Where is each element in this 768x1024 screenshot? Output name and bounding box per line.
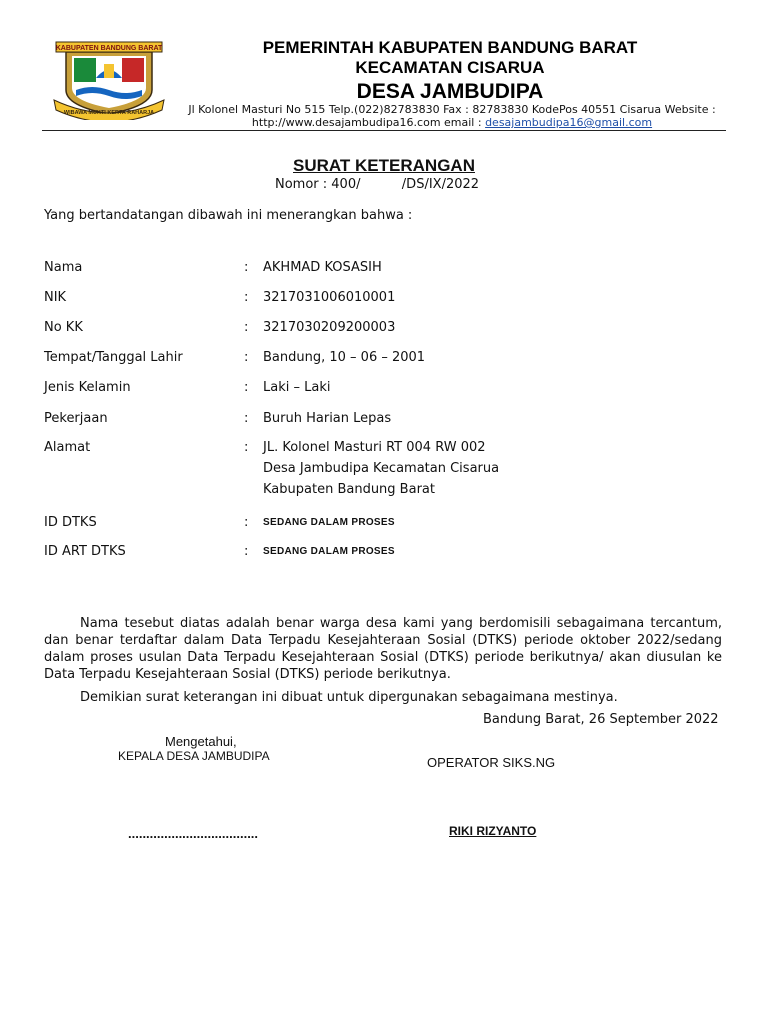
field-colon: : <box>244 350 249 365</box>
body-paragraph-2: Demikian surat keterangan ini dibuat untuk dipergunakan sebagaimana mestinya. <box>80 690 618 705</box>
field-label-nik: NIK <box>44 290 67 305</box>
field-value-alamat-2: Desa Jambudipa Kecamatan Cisarua <box>263 461 500 476</box>
header-divider <box>42 130 726 131</box>
field-value-nokk: 3217030209200003 <box>263 320 396 335</box>
field-colon: : <box>244 515 249 530</box>
field-value-ttl: Bandung, 10 – 06 – 2001 <box>263 350 426 365</box>
field-colon: : <box>244 411 249 426</box>
field-value-alamat-1: JL. Kolonel Masturi RT 004 RW 002 <box>263 440 486 455</box>
header-website: http://www.desajambudipa16.com email : <box>251 116 482 129</box>
field-colon: : <box>244 440 249 455</box>
header-address: Jl Kolonel Masturi No 515 Telp.(022)82783830 Fax : 82783830 KodePos 40551 Cisarua Website : <box>188 103 716 116</box>
logo-motto-text: WIBAWA MUKTI KERTA RAHARJA <box>63 110 155 116</box>
body-paragraph-1: Nama tesebut diatas adalah benar warga desa kami yang berdomisili sebagaimana tercantum, dan benar terdaftar dalam Data Terpadu Kesejahteraan Sosial (DTKS) periode oktober 2022/sedang dalam proses usulan Data Terpadu Kesejahteraan Sosial (DTKS) periode berikutnya/ akan diusulan ke Data Terpadu Kesejahteraan Sosial (DTKS) periode berikutnya. <box>44 616 722 682</box>
place-date: Bandung Barat, 26 September 2022 <box>483 712 719 727</box>
sign-left-title-2: KEPALA DESA JAMBUDIPA <box>118 749 270 763</box>
field-label-nama: Nama <box>44 260 83 275</box>
letter-number: Nomor : 400/ /DS/IX/2022 <box>275 177 480 192</box>
kbb-logo-emblem <box>52 38 166 120</box>
letter-intro: Yang bertandatangan dibawah ini menerangkan bahwa : <box>44 208 413 223</box>
field-label-pekerjaan: Pekerjaan <box>44 411 108 426</box>
logo-banner-text: KABUPATEN BANDUNG BARAT <box>55 45 163 52</box>
field-value-nik: 3217031006010001 <box>263 290 396 305</box>
field-colon: : <box>244 290 249 305</box>
field-label-id-dtks: ID DTKS <box>44 515 97 530</box>
header-government: PEMERINTAH KABUPATEN BANDUNG BARAT <box>262 38 638 57</box>
field-colon: : <box>244 320 249 335</box>
letter-title: SURAT KETERANGAN <box>293 156 475 175</box>
field-label-nokk: No KK <box>44 320 83 335</box>
field-colon: : <box>244 544 249 559</box>
field-colon: : <box>244 380 249 395</box>
field-value-id-art-dtks: SEDANG DALAM PROSES <box>263 546 395 557</box>
sign-left-title-1: Mengetahui, <box>165 734 237 749</box>
field-value-gender: Laki – Laki <box>263 380 331 395</box>
field-label-id-art-dtks: ID ART DTKS <box>44 544 126 559</box>
header-village: DESA JAMBUDIPA <box>356 80 544 103</box>
field-value-nama: AKHMAD KOSASIH <box>263 260 382 275</box>
header-district: KECAMATAN CISARUA <box>355 58 545 77</box>
sign-left-name: .................................... <box>128 826 259 841</box>
field-value-alamat-3: Kabupaten Bandung Barat <box>263 482 435 497</box>
field-label-gender: Jenis Kelamin <box>44 380 131 395</box>
field-label-ttl: Tempat/Tanggal Lahir <box>44 350 183 365</box>
field-label-alamat: Alamat <box>44 440 91 455</box>
field-value-pekerjaan: Buruh Harian Lepas <box>263 411 392 426</box>
email-link[interactable]: desajambudipa16@gmail.com <box>485 116 653 129</box>
field-value-id-dtks: SEDANG DALAM PROSES <box>263 517 395 528</box>
sign-right-name: RIKI RIZYANTO <box>449 824 537 838</box>
header-contact <box>178 116 726 129</box>
field-colon: : <box>244 260 249 275</box>
sign-right-title: OPERATOR SIKS.NG <box>427 755 556 770</box>
